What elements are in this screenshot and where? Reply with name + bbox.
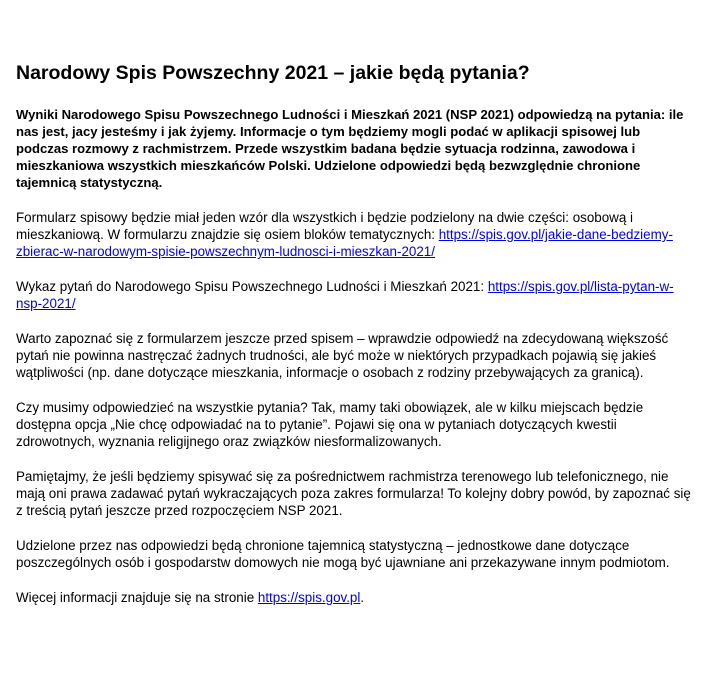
paragraph-more-info bbox=[16, 589, 696, 606]
paragraph-form-structure bbox=[16, 209, 696, 260]
paragraph-text: Więcej informacji znajduje się na stronie bbox=[16, 590, 258, 605]
paragraph-review-form: Warto zapoznać się z formularzem jeszcze przed spisem – wprawdzie odpowiedź na zdecydowaną większość pytań nie powinna nastręczać żadnych trudności, ale być może w niektórych przypadkach pojawią się jakieś wątpliwości (np. dane dotyczące mieszkania, informacje o osobach z rodziny przebywających za granicą). bbox=[16, 331, 669, 380]
link-question-list[interactable]: https://spis.gov.pl/lista-pytan-w-nsp-2021/ bbox=[16, 279, 674, 311]
link-data-topics[interactable]: https://spis.gov.pl/jakie-dane-bedziemy-zbierac-w-narodowym-spisie-powszechnym-ludnosci-i-mieszkan-2021/ bbox=[16, 227, 673, 259]
page-title: Narodowy Spis Powszechny 2021 – jakie będą pytania? bbox=[16, 62, 530, 84]
paragraph-end: . bbox=[360, 590, 365, 605]
paragraph-text: Formularz spisowy będzie miał jeden wzór dla wszystkich i będzie podzielony na dwie części: osobową i mieszkaniową. W formularzu znajdzie się osiem bloków tematycznych: bbox=[16, 210, 633, 242]
paragraph-confidentiality: Udzielone przez nas odpowiedzi będą chronione tajemnicą statystyczną – jednostkowe dane dotyczące poszczególnych osób i gospodarstw domowych nie mogą być ujawniane ani przekazywane innym podmiotom. bbox=[16, 538, 670, 570]
paragraph-text: Wykaz pytań do Narodowego Spisu Powszechnego Ludności i Mieszkań 2021: bbox=[16, 279, 488, 294]
paragraph-mandatory-answers: Czy musimy odpowiedzieć na wszystkie pytania? Tak, mamy taki obowiązek, ale w kilku miejscach będzie dostępna opcja „Nie chcę odpowiadać na to pytanie”. Pojawi się ona w pytaniach dotyczących kwestii zdrowotnych, wyznania religijnego oraz związków niesformalizowanych. bbox=[16, 400, 644, 449]
lead-paragraph: Wyniki Narodowego Spisu Powszechnego Ludności i Mieszkań 2021 (NSP 2021) odpowiedzą na pytania: ile nas jest, jacy jesteśmy i jak żyjemy. Informacje o tym będziemy mogli podać w aplikacji spisowej lub podczas rozmowy z rachmistrzem. Przede wszystkim badana będzie sytuacja rodzinna, zawodowa i mieszkaniowa wszystkich mieszkańców Polski. Udzielone odpowiedzi będą bezwzględnie chronione tajemnicą statystyczną. bbox=[16, 107, 684, 190]
article bbox=[16, 60, 696, 624]
paragraph-enumerator-rights: Pamiętajmy, że jeśli będziemy spisywać się za pośrednictwem rachmistrza terenowego lub telefonicznego, nie mają oni prawa zadawać pytań wykraczających poza zakres formularza! To kolejny dobry powód, by zapoznać się z treścią pytań jeszcze przed rozpoczęciem NSP 2021. bbox=[16, 469, 691, 518]
link-spis-gov[interactable]: https://spis.gov.pl bbox=[257, 590, 361, 605]
paragraph-question-list bbox=[16, 278, 696, 312]
